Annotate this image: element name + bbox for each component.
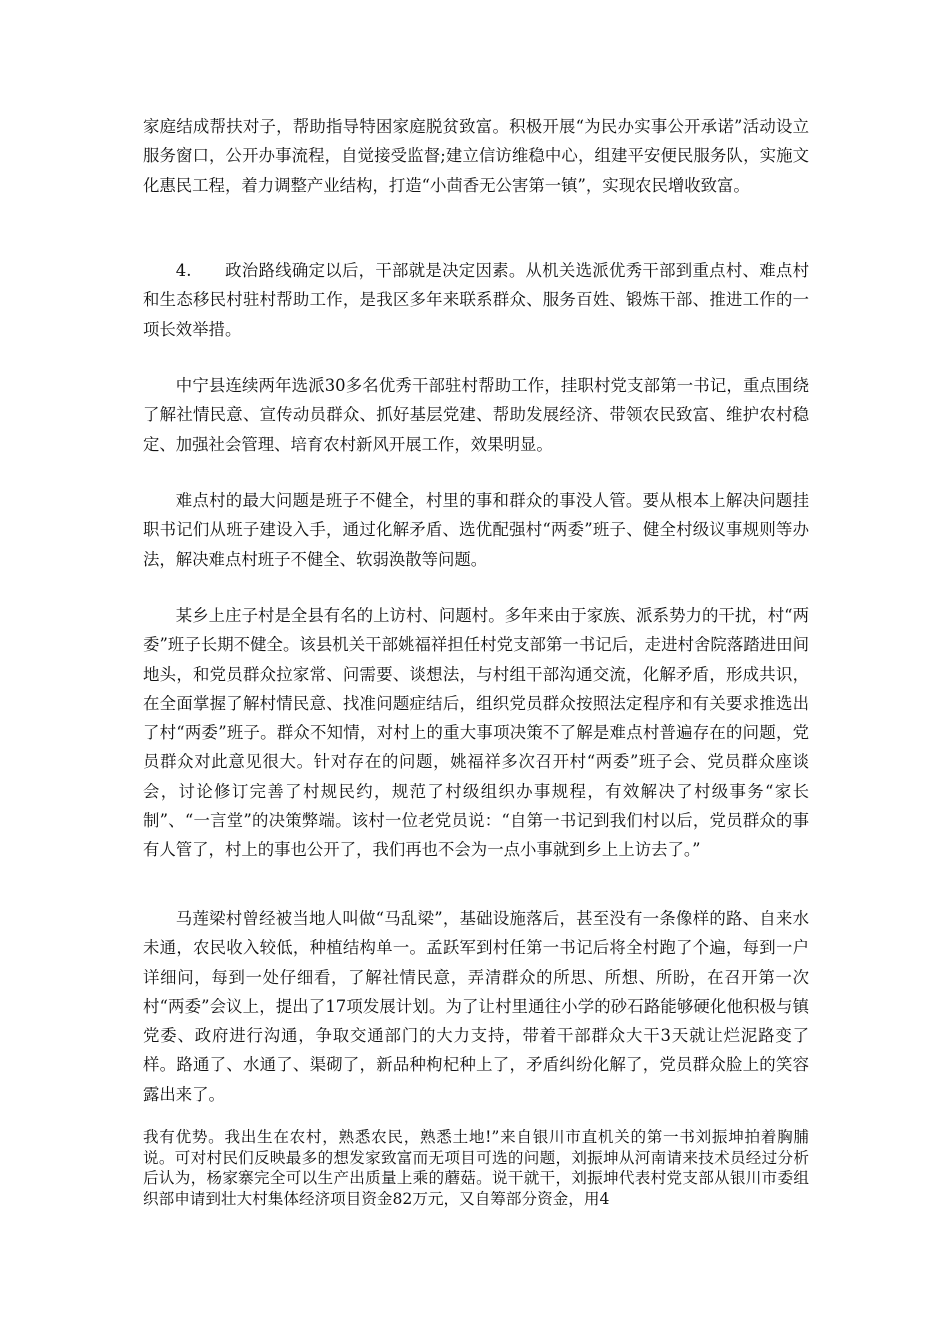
paragraph-7: 我有优势。我出生在农村，熟悉农民，熟悉土地!”来自银川市直机关的第一书刘振坤拍着胸脯说。可对村民们反映最多的想发家致富而无项目可选的问题，刘振坤从河南请来技术员经过分析后认为，杨家寨完全可以生产出质量上乘的蘑菇。说干就干，刘振坤代表村党支部从银川市委组织部申请到壮大村集体经济项目资金82万元，又自筹部分资金，用4 — [143, 1128, 809, 1208]
paragraph-3: 中宁县连续两年选派30多名优秀干部驻村帮助工作，挂职村党支部第一书记，重点围绕了解社情民意、宣传动员群众、抓好基层党建、帮助发展经济、带领农民致富、维护农村稳定、加强社会管理、培育农村新风开展工作，效果明显。 — [143, 376, 809, 454]
paragraph-5: 某乡上庄子村是全县有名的上访村、问题村。多年来由于家族、派系势力的干扰，村“两委”班子长期不健全。该县机关干部姚福祥担任村党支部第一书记后，走进村舍院落踏进田间地头，和党员群众拉家常、问需要、谈想法，与村组干部沟通交流，化解矛盾，形成共识，在全面掌握了解村情民意、找准问题症结后，组织党员群众按照法定程序和有关要求推选出了村“两委”班子。群众不知情，对村上的重大事项决策不了解是难点村普遍存在的问题，党员群众对此意见很大。针对存在的问题，姚福祥多次召开村“两委”班子会、党员群众座谈会，讨论修订完善了村规民约，规范了村级组织办事规程，有效解决了村级事务“家长制”、“一言堂”的决策弊端。该村一位老党员说：“自第一书记到我们村以后，党员群众的事有人管了，村上的事也公开了，我们再也不会为一点小事就到乡上上访去了。” — [143, 606, 809, 860]
paragraph-6: 马莲梁村曾经被当地人叫做“马乱梁”，基础设施落后，甚至没有一条像样的路、自来水未通，农民收入较低，种植结构单一。孟跃军到村任第一书记后将全村跑了个遍，每到一户详细问，每到一处仔细看，了解社情民意，弄清群众的所思、所想、所盼，在召开第一次村“两委”会议上，提出了17项发展计划。为了让村里通往小学的砂石路能够硬化他积极与镇党委、政府进行沟通，争取交通部门的大力支持，带着干部群众大干3天就让烂泥路变了样。路通了、水通了、渠砌了，新品种枸杞种上了，矛盾纠纷化解了，党员群众脸上的笑容露出来了。 — [143, 909, 809, 1104]
paragraph-4: 难点村的最大问题是班子不健全，村里的事和群众的事没人管。要从根本上解决问题挂职书记们从班子建设入手，通过化解矛盾、选优配强村“两委”班子、健全村级议事规则等办法，解决难点村班子不健全、软弱涣散等问题。 — [143, 491, 809, 569]
paragraph-1: 家庭结成帮扶对子，帮助指导特困家庭脱贫致富。积极开展“为民办实事公开承诺”活动设立服务窗口，公开办事流程，自觉接受监督;建立信访维稳中心，组建平安便民服务队，实施文化惠民工程，着力调整产业结构，打造“小茴香无公害第一镇”，实现农民增收致富。 — [143, 117, 809, 195]
paragraph-2: 4. 政治路线确定以后，干部就是决定因素。从机关选派优秀干部到重点村、难点村和生态移民村驻村帮助工作，是我区多年来联系群众、服务百姓、锻炼干部、推进工作的一项长效举措。 — [143, 261, 809, 339]
